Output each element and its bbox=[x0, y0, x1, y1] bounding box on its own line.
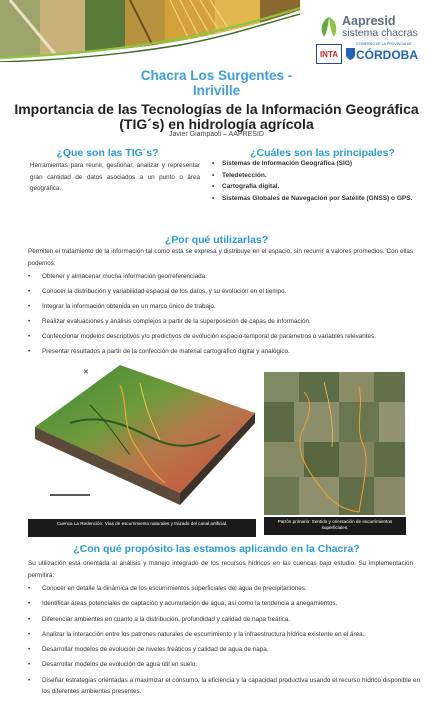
list-item: • Desarrollar modelos de evolución de niveles freáticos y calidad de agua de napa. bbox=[28, 646, 269, 654]
section-purpose-list bbox=[28, 583, 420, 702]
figure-caption-left: Cuenca La Redención: Vías de escurrimiento naturales y trazado del canal artificial. bbox=[28, 519, 256, 537]
section-main-heading: ¿Cuáles son las principales? bbox=[250, 147, 395, 159]
section-why-heading: ¿Por qué utilizarlas? bbox=[164, 234, 269, 246]
section-why-intro: Permiten el tratamiento de la información tal como esta se expresa y distribuye en el espacio, sin recurrir a valores promedios. Con ellas podemos: bbox=[28, 248, 413, 267]
section-purpose-intro: Su utilización está orientada al análisis y manejo integrado de los recursos hídricos en las cuencas bajo estudio. Su implementación permitirá: bbox=[28, 560, 413, 579]
list-item: • Identificar áreas potenciales de captación y acumulación de agua, así como la tendencia a anegamientos. bbox=[28, 600, 338, 608]
list-item: • Diferenciar ambientes en cuanto a la distribución, profundidad y calidad de napa freática. bbox=[28, 615, 291, 623]
list-item: • Obtener y almacenar mucha información georreferenciada. bbox=[28, 273, 207, 280]
list-item: • Diseñar estrategias orientadas a maximizar el consumo, la eficiencia y la capacidad productiva usando el recurso hídrico disponible en los diferentes ambientes presentes. bbox=[28, 676, 420, 696]
list-item: • Presentar resultados a partir de la confección de material cartográfico digital y analógico. bbox=[28, 348, 290, 356]
author-line: Javier Giampaoli – AAPRESID bbox=[169, 131, 264, 138]
cordoba-big-label: CÓRDOBA bbox=[356, 48, 418, 62]
main-title: Importancia de las Tecnologías de la Información Geográfica (TIG´s) en hidrología agrícola bbox=[14, 101, 419, 132]
inta-label: INTA bbox=[319, 49, 339, 59]
list-item: • Teledetección. bbox=[212, 171, 267, 179]
list-item: • Realizar evaluaciones y análisis complejos a partir de la superposición de capas de información. bbox=[28, 318, 311, 326]
list-item: • Analizar la interacción entre los patrones naturales de escurrimiento y la infraestructura hídrica existente en el área. bbox=[28, 630, 365, 638]
section-why-list bbox=[28, 271, 420, 362]
list-item: • Desarrollar modelos de evolución de agua útil en suelo. bbox=[28, 661, 198, 669]
aapresid-brand-name: Aapresid bbox=[342, 14, 396, 28]
section-purpose-heading: ¿Con qué propósito las estamos aplicando en la Chacra? bbox=[73, 543, 360, 555]
cordoba-shield-icon bbox=[346, 48, 355, 60]
cordoba-small-label: GOBIERNO DE LA PROVINCIA DE bbox=[356, 42, 412, 46]
chacra-title: Chacra Los Surgentes - Inriville bbox=[140, 68, 293, 98]
satellite-map bbox=[264, 372, 405, 515]
list-item: • Integrar la información obtenida en un marco único de trabajo. bbox=[28, 303, 216, 311]
aapresid-leaf-icon bbox=[318, 15, 340, 39]
cordoba-logo bbox=[346, 42, 430, 66]
figure-caption-right: Patrón primario: Sentido y orientación de escurrimientos superficiales. bbox=[264, 517, 406, 535]
list-item: • Cartografía digital. bbox=[212, 183, 280, 190]
list-item: • Confeccionar modelos descriptivos y/o predictivos de evolución espacio-temporal de parámetros o variables relevantes. bbox=[28, 333, 376, 341]
inta-logo bbox=[316, 44, 342, 64]
section-main-list bbox=[212, 158, 427, 204]
list-item: • Conocer la distribución y variabilidad espacial de los datos, y su evolución en el tiempo. bbox=[28, 288, 287, 296]
list-item: • Sistemas Globales de Navegación por Satélite (GNSS) o GPS. bbox=[212, 194, 413, 202]
section-what-text: Herramientas para reunir, gestionar, analizar y representar gran cantidad de datos asociados a un punto o área geográfica. bbox=[30, 162, 200, 192]
aapresid-logo bbox=[318, 14, 430, 40]
section-what-heading: ¿Que son las TIG´s? bbox=[56, 147, 159, 159]
list-item: • Conocer en detalle la dinámica de los escurrimientos superficiales del agua de precipitaciones. bbox=[28, 585, 307, 592]
header-photo-banner bbox=[0, 0, 300, 62]
aapresid-brand-sub: sistema chacras bbox=[342, 27, 418, 39]
terrain-3d-map bbox=[30, 365, 255, 515]
svg-text:✕: ✕ bbox=[83, 368, 89, 376]
list-item: • Sistemas de Información Geográfica (SIG) bbox=[212, 160, 353, 167]
